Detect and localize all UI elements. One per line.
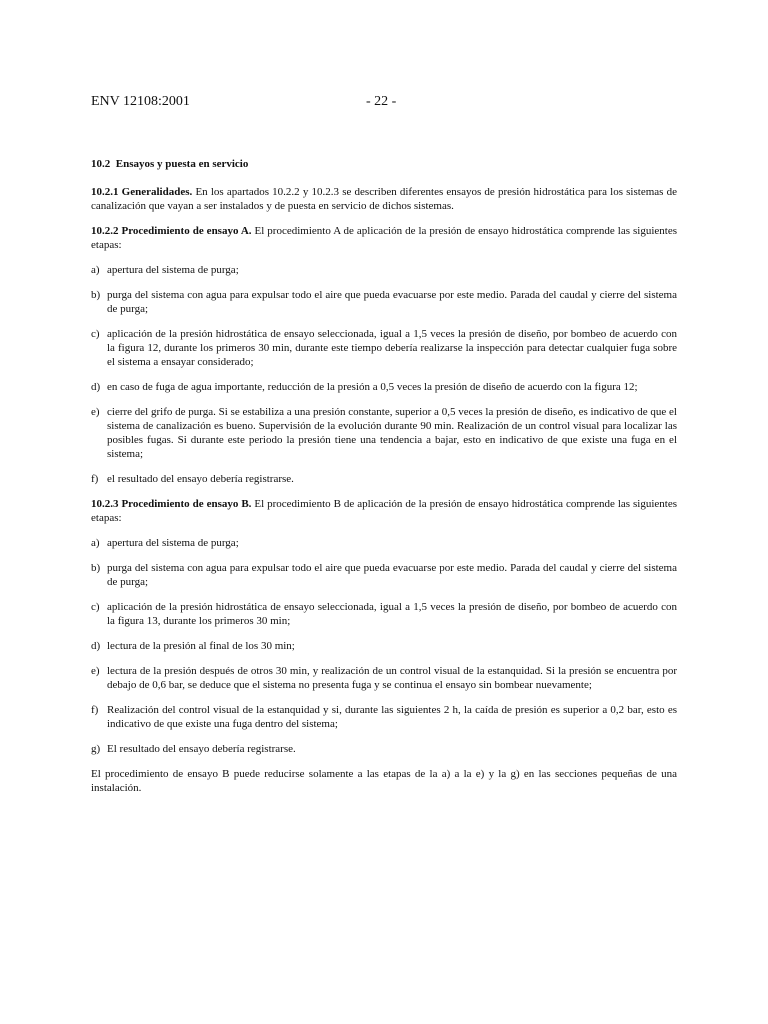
list-item (91, 472, 677, 486)
list-item (91, 405, 677, 461)
list-item-text: aplicación de la presión hidrostática de ensayo seleccionada, igual a 1,5 veces la presión de diseño, por bombeo de acuerdo con la figura 13, durante los primeros 30 min; (107, 601, 677, 627)
list-item-label: d) (91, 381, 101, 393)
document-body (91, 157, 677, 806)
list-item (91, 288, 677, 316)
list-item-label: e) (91, 665, 100, 677)
list-item-label: a) (91, 264, 100, 276)
list-item (91, 561, 677, 589)
list-item-label: c) (91, 601, 100, 613)
procedure-b-paragraph (91, 497, 677, 525)
list-item (91, 742, 677, 756)
list-item-label: c) (91, 328, 100, 340)
closing-paragraph: El procedimiento de ensayo B puede reducirse solamente a las etapas de la a) a la e) y la g) en las secciones pequeñas de una instalación. (91, 768, 677, 794)
list-item-text: Realización del control visual de la estanquidad y si, durante las siguientes 2 h, la caída de presión es superior a 0,2 bar, esto es indicativo de que existe una fuga dentro del sistema; (107, 704, 677, 730)
list-item-label: f) (91, 704, 99, 716)
list-item (91, 639, 677, 653)
section-number: 10.2 (91, 158, 111, 170)
list-item-text: El resultado del ensayo debería registrarse. (107, 743, 296, 755)
procedure-b-steps (91, 536, 677, 756)
list-item-label: d) (91, 640, 101, 652)
standard-reference: ENV 12108:2001 (91, 94, 190, 109)
section-title: Ensayos y puesta en servicio (115, 158, 249, 170)
procedure-a-heading: 10.2.2 Procedimiento de ensayo A. (91, 225, 252, 237)
list-item-text: apertura del sistema de purga; (107, 537, 239, 549)
procedure-a-paragraph (91, 224, 677, 252)
list-item (91, 664, 677, 692)
procedure-b-intro: El procedimiento B de aplicación de la presión de ensayo hidrostática comprende las siguientes etapas: (91, 498, 677, 524)
list-item-label: e) (91, 406, 100, 418)
list-item-label: a) (91, 537, 100, 549)
procedure-a-intro: El procedimiento A de aplicación de la presión de ensayo hidrostática comprende las siguientes etapas: (91, 225, 677, 251)
list-item (91, 536, 677, 550)
list-item-label: b) (91, 562, 101, 574)
list-item-label: b) (91, 289, 101, 301)
list-item-text: apertura del sistema de purga; (107, 264, 239, 276)
list-item-text: cierre del grifo de purga. Si se estabiliza a una presión constante, superior a 0,5 veces la presión de diseño, es indicativo de que el sistema de canalización es bueno. Supervisión de la evolución durante 90 min. Realización de un control visual para localizar las posibles fugas. Si durante este periodo la presión tiene una tendencia a bajar, esto en indicativo de que existe una fuga en el sistema; (107, 406, 677, 460)
list-item-text: lectura de la presión al final de los 30 min; (107, 640, 295, 652)
list-item-label: g) (91, 743, 101, 755)
list-item-text: aplicación de la presión hidrostática de ensayo seleccionada, igual a 1,5 veces la presión de diseño, por bombeo de acuerdo con la figura 12, durante los primeros 30 min, durante este tiempo debería realizarse la inspección para detectar cualquier fuga sobre el sistema a ensayar considerado; (107, 328, 677, 368)
section-heading (91, 157, 677, 171)
general-heading: 10.2.1 Generalidades. (91, 186, 193, 198)
procedure-b-heading: 10.2.3 Procedimiento de ensayo B. (91, 498, 252, 510)
list-item (91, 263, 677, 277)
procedure-a-steps (91, 263, 677, 486)
list-item-label: f) (91, 473, 99, 485)
list-item (91, 327, 677, 369)
list-item-text: el resultado del ensayo debería registrarse. (107, 473, 294, 485)
list-item-text: purga del sistema con agua para expulsar todo el aire que pueda evacuarse por este medio. Parada del caudal y cierre del sistema de purga; (107, 289, 677, 315)
general-paragraph (91, 185, 677, 213)
list-item (91, 600, 677, 628)
list-item (91, 380, 677, 394)
list-item-text: en caso de fuga de agua importante, reducción de la presión a 0,5 veces la presión de diseño de acuerdo con la figura 12; (107, 381, 638, 393)
list-item-text: lectura de la presión después de otros 30 min, y realización de un control visual de la estanquidad. Si la presión se encuentra por debajo de 0,6 bar, se deduce que el sistema no presenta fuga y se continua el ensayo sin bombear nuevamente; (107, 665, 677, 691)
list-item (91, 703, 677, 731)
list-item-text: purga del sistema con agua para expulsar todo el aire que pueda evacuarse por este medio. Parada del caudal y cierre del sistema de purga; (107, 562, 677, 588)
general-text: En los apartados 10.2.2 y 10.2.3 se describen diferentes ensayos de presión hidrostática para los sistemas de canalización que vayan a ser instalados y de puesta en servicio de dichos sistemas. (91, 186, 677, 212)
page-number: - 22 - (366, 94, 397, 109)
